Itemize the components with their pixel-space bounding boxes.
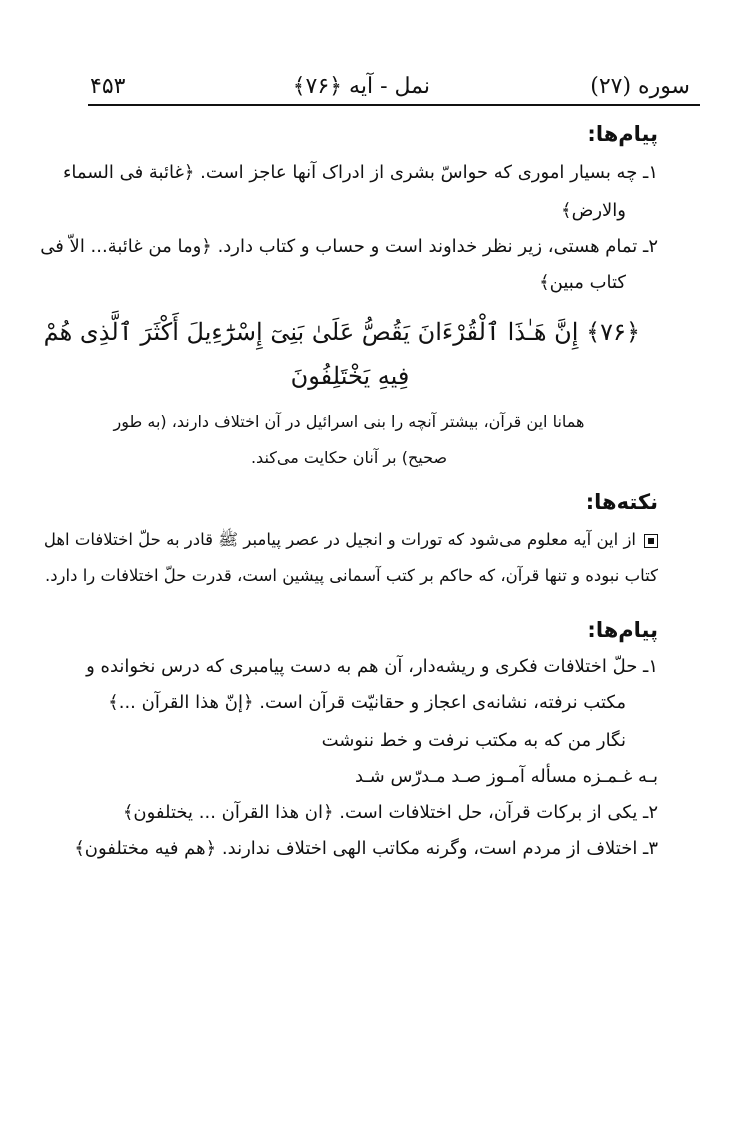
notes-heading: نکته‌ها:: [585, 490, 658, 514]
verse-translation: همانا این قرآن، بیشتر آنچه را بنی اسرائیل در آن اختلاف دارند، (به طور: [113, 412, 585, 431]
message-line: والارض﴾: [561, 200, 626, 221]
message-line: کتاب مبین﴾: [539, 272, 626, 293]
message-line: ۳ـ اختلاف از مردم است، وگرنه مکاتب الهی اختلاف ندارند. ﴿هم فیه مختلفون﴾: [74, 838, 658, 859]
poem-line: بـه غـمـزه مسأله آمـوز صـد مـدرّس شـد: [354, 766, 658, 787]
note-line: [43, 530, 658, 554]
message-line: ۲ـ تمام هستی، زیر نظر خداوند است و حساب و کتاب دارد. ﴿وما من غائبة... الاّ فی: [40, 236, 658, 257]
message-line: ۱ـ چه بسیار اموری که حواسّ بشری از ادراک آنها عاجز است. ﴿غائبة فی السماء: [62, 162, 658, 183]
messages-heading: پیام‌ها:: [587, 122, 658, 146]
note-text: از این آیه معلوم می‌شود که تورات و انجیل در عصر پیامبر ﷺ قادر به حلّ اختلافات اهل: [43, 530, 636, 549]
header-divider: [88, 104, 700, 106]
messages-heading: پیام‌ها:: [587, 618, 658, 642]
square-bullet-icon: [644, 534, 658, 548]
page-number: ۴۵۳: [90, 74, 126, 99]
quran-verse: ﴿۷۶﴾ إِنَّ هَـٰذَا ٱلْقُرْءَانَ يَقُصُّ عَلَىٰ بَنِىٓ إِسْرَٰٓءِيلَ أَكْثَرَ ٱلَّذِى هُمْ: [43, 318, 640, 346]
note-line: کتاب نبوده و تنها قرآن، که حاکم بر کتب آسمانی پیشین است، قدرت حلّ اختلافات را دارد.: [44, 566, 658, 585]
verse-translation: صحیح) بر آنان حکایت می‌کند.: [250, 448, 448, 467]
quran-verse: فِيهِ يَخْتَلِفُونَ: [290, 362, 410, 390]
poem-line: نگار من که به مکتب نرفت و خط ننوشت: [321, 730, 626, 751]
message-line: ۲ـ یکی از برکات قرآن، حل اختلافات است. ﴿ان هذا القرآن ... یختلفون﴾: [122, 802, 658, 823]
message-line: مکتب نرفته، نشانه‌ی اعجاز و حقانیّت قرآن است. ﴿إنّ هذا القرآن ...﴾: [108, 692, 626, 713]
surah-label: سوره (۲۷): [590, 74, 690, 99]
page-header: [88, 74, 700, 104]
message-line: ۱ـ حلّ اختلافات فکری و ریشه‌دار، آن هم به دست پیامبری که درس نخوانده و: [86, 656, 658, 677]
ayah-label: نمل - آیه ﴿۷۶﴾: [292, 74, 430, 99]
